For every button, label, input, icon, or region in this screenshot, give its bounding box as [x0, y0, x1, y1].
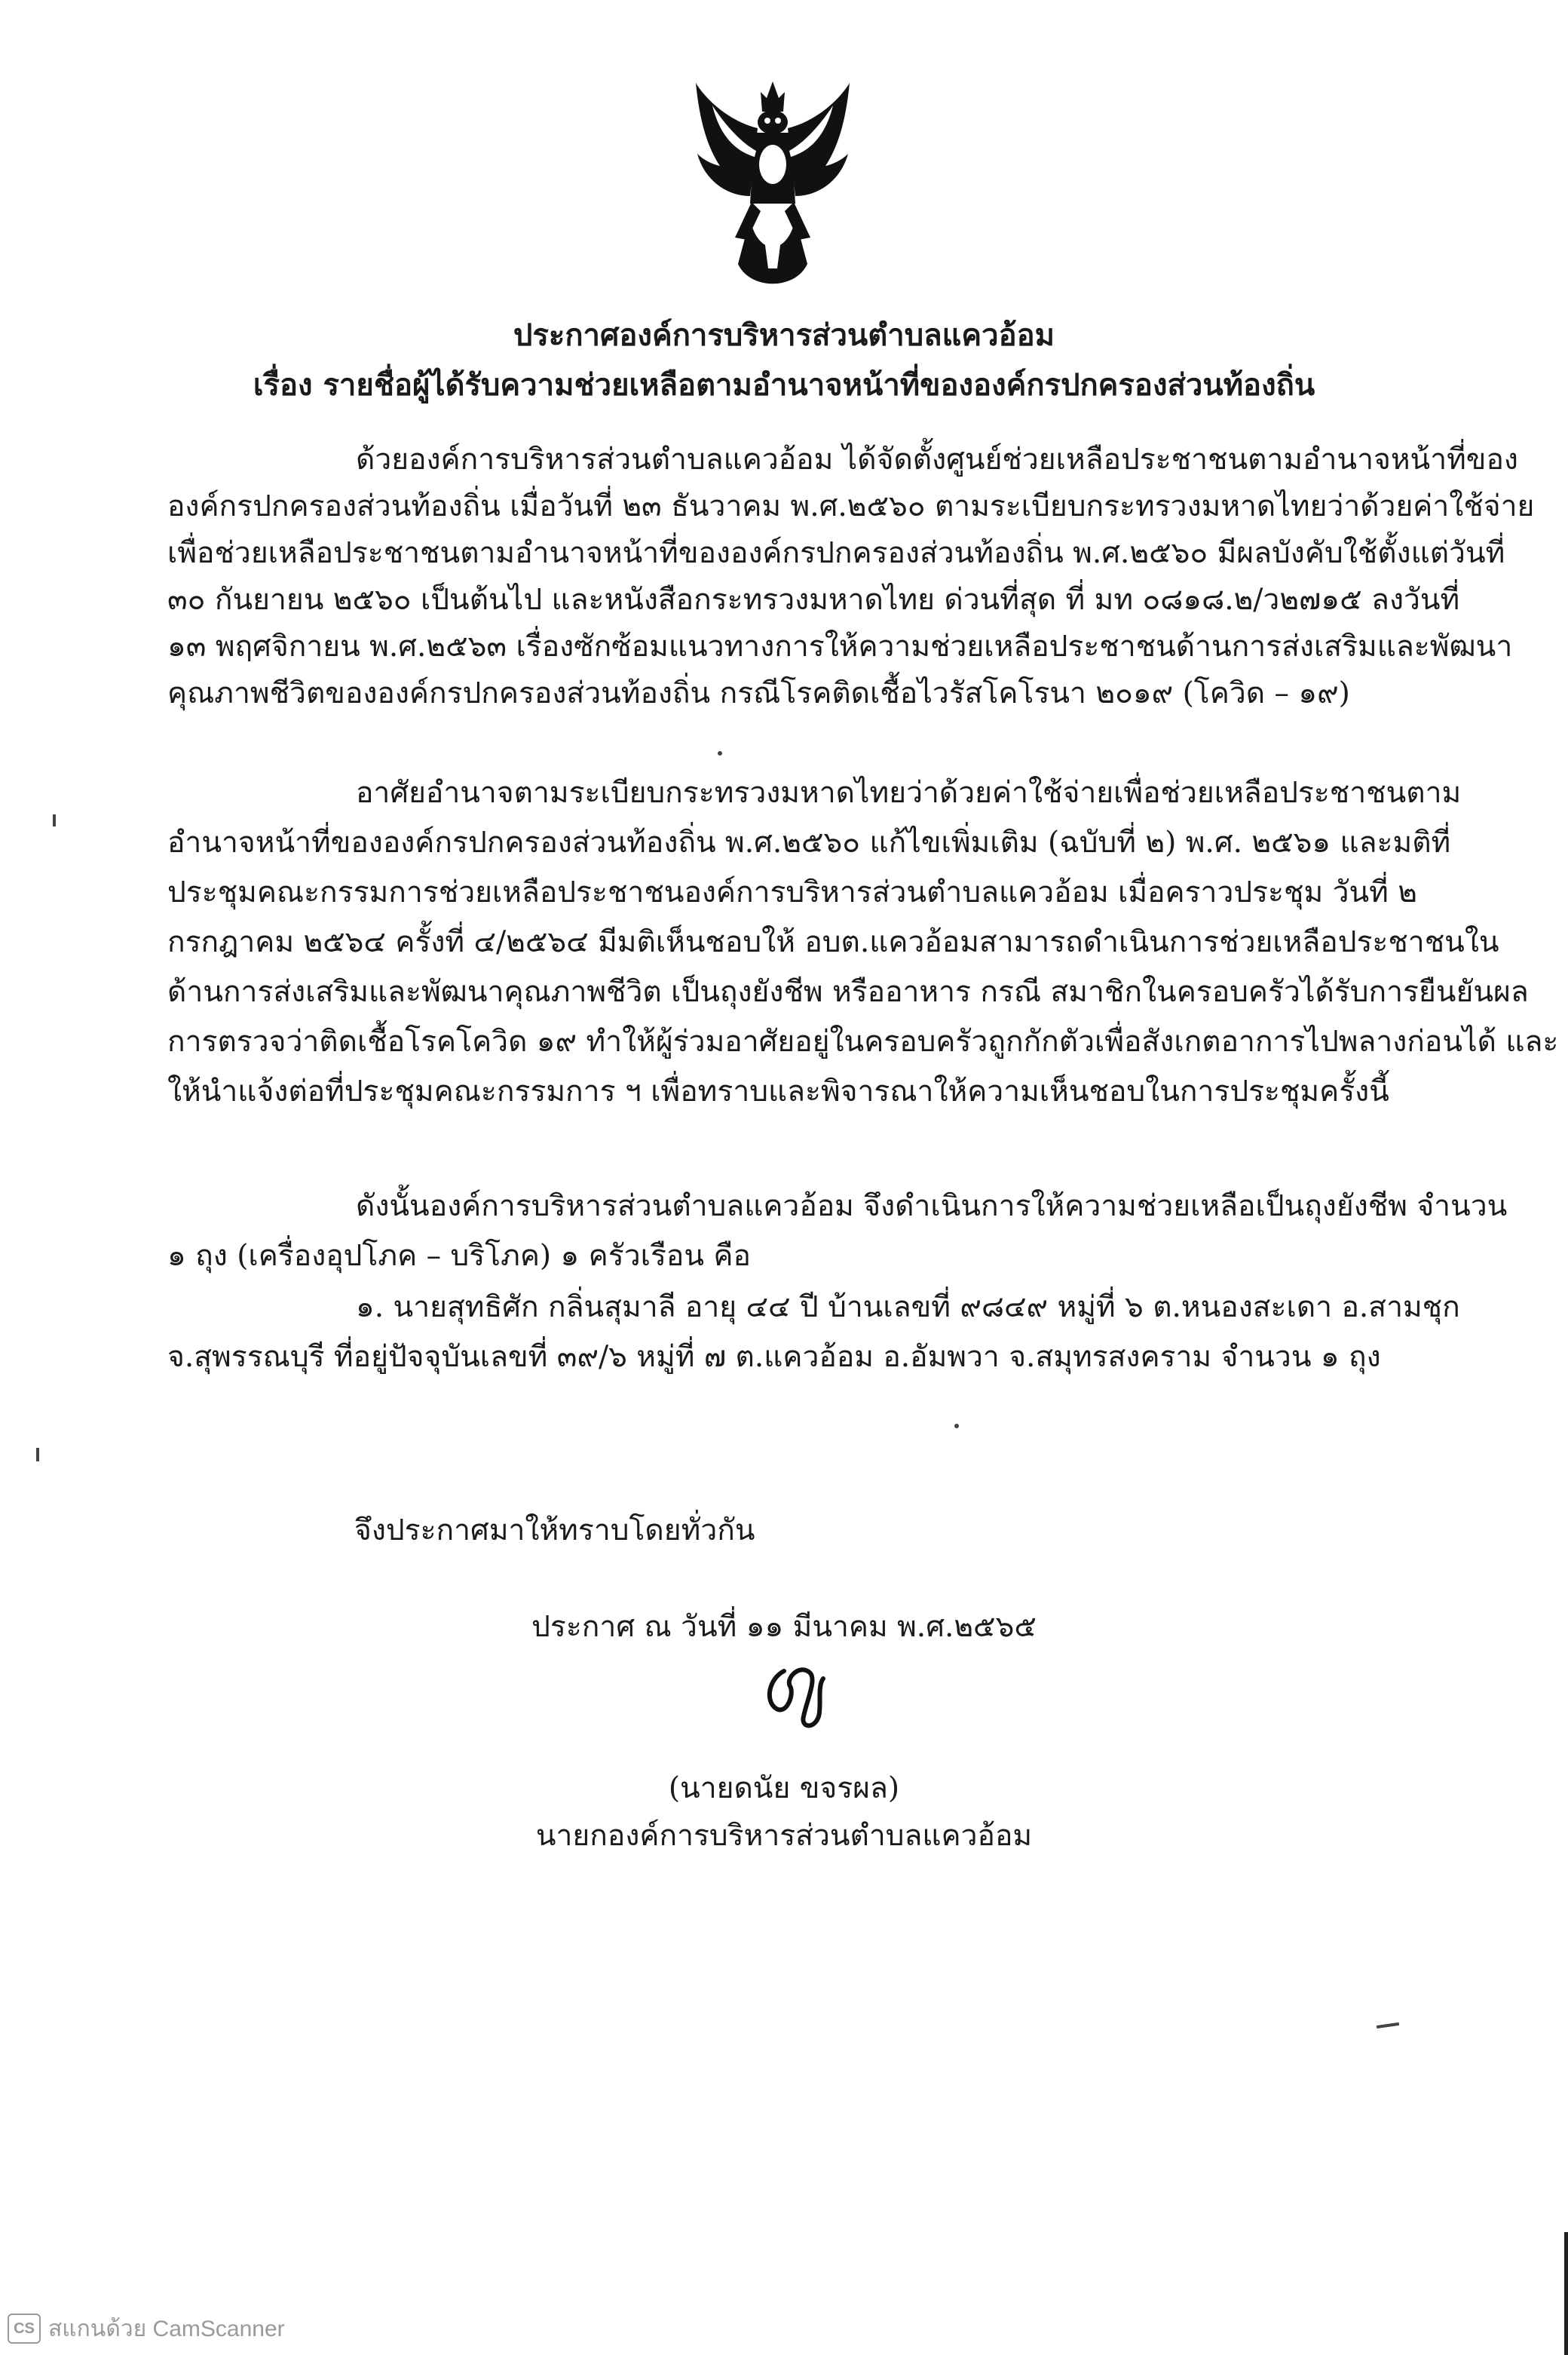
camscanner-label: สแกนด้วย CamScanner — [48, 2316, 285, 2341]
scan-edge-shadow — [1564, 2232, 1568, 2355]
camscanner-watermark — [8, 2314, 285, 2344]
paragraph-line: อาศัยอำนาจตามระเบียบกระทรวงมหาดไทยว่าด้วยค่าใช้จ่ายเพื่อช่วยเหลือประชาชนตาม — [356, 776, 1462, 810]
paragraph-line: คุณภาพชีวิตขององค์กรปกครองส่วนท้องถิ่น กรณีโรคติดเชื้อไวรัสโคโรนา ๒๐๑๙ (โควิด – ๑๙) — [167, 676, 1350, 710]
paragraph-line: ดังนั้นองค์การบริหารส่วนตำบลแควอ้อม จึงดำเนินการให้ความช่วยเหลือเป็นถุงยังชีพ จำนวน — [356, 1189, 1508, 1223]
signature-icon — [754, 1656, 844, 1739]
paragraph-line: กรกฎาคม ๒๕๖๔ ครั้งที่ ๔/๒๕๖๔ มีมติเห็นชอบให้ อบต.แควอ้อมสามารถดำเนินการช่วยเหลือประชาชนใน — [167, 925, 1499, 959]
closing-statement: จึงประกาศมาให้ทราบโดยทั่วกัน — [354, 1513, 755, 1547]
paragraph-line: ๑. นายสุทธิศัก กลิ่นสุมาลี อายุ ๔๔ ปี บ้านเลขที่ ๙๘๔๙ หมู่ที่ ๖ ต.หนองสะเดา อ.สามชุก — [356, 1290, 1460, 1324]
scan-speck — [36, 1448, 39, 1461]
paragraph-line: ประชุมคณะกรรมการช่วยเหลือประชาชนองค์การบริหารส่วนตำบลแควอ้อม เมื่อคราวประชุม วันที่ ๒ — [167, 875, 1417, 909]
paragraph-line: อำนาจหน้าที่ขององค์กรปกครองส่วนท้องถิ่น พ.ศ.๒๕๖๐ แก้ไขเพิ่มเติม (ฉบับที่ ๒) พ.ศ. ๒๕๖๑ และมติที่ — [167, 826, 1451, 860]
scan-speck — [1377, 2022, 1399, 2028]
signer-title: นายกองค์การบริหารส่วนตำบลแควอ้อม — [535, 1819, 1033, 1853]
signer-name: (นายดนัย ขจรผล) — [668, 1771, 900, 1805]
scan-speck — [718, 751, 722, 756]
announcement-date: ประกาศ ณ วันที่ ๑๑ มีนาคม พ.ศ.๒๕๖๕ — [531, 1610, 1037, 1644]
paragraph-line: เพื่อช่วยเหลือประชาชนตามอำนาจหน้าที่ขององค์กรปกครองส่วนท้องถิ่น พ.ศ.๒๕๖๐ มีผลบังคับใช้ตั้งแต่วันที่ — [167, 536, 1505, 570]
paragraph-line: ๓๐ กันยายน ๒๕๖๐ เป็นต้นไป และหนังสือกระทรวงมหาดไทย ด่วนที่สุด ที่ มท ๐๘๑๘.๒/ว๒๗๑๕ ลงวันที่ — [167, 583, 1460, 617]
scan-speck — [53, 814, 56, 826]
paragraph-line: ๑๓ พฤศจิกายน พ.ศ.๒๕๖๓ เรื่องซักซ้อมแนวทางการให้ความช่วยเหลือประชาชนด้านการส่งเสริมและพัฒนา — [167, 630, 1513, 664]
camscanner-logo-icon: CS — [8, 2314, 41, 2344]
paragraph-line: การตรวจว่าติดเชื้อโรคโควิด ๑๙ ทำให้ผู้ร่วมอาศัยอยู่ในครอบครัวถูกกักตัวเพื่อสังเกตอาการไปพลางก่อนได้ และ — [167, 1025, 1559, 1059]
scan-speck — [954, 1424, 959, 1428]
paragraph-line: ให้นำแจ้งต่อที่ประชุมคณะกรรมการ ฯ เพื่อทราบและพิจารณาให้ความเห็นชอบในการประชุมครั้งนี้ — [167, 1075, 1389, 1109]
paragraph-line: ด้วยองค์การบริหารส่วนตำบลแควอ้อม ได้จัดตั้งศูนย์ช่วยเหลือประชาชนตามอำนาจหน้าที่ของ — [356, 443, 1518, 477]
paragraph-line: จ.สุพรรณบุรี ที่อยู่ปัจจุบันเลขที่ ๓๙/๖ หมู่ที่ ๗ ต.แควอ้อม อ.อัมพวา จ.สมุทรสงคราม จำนวน ๑ ถุง — [167, 1340, 1381, 1374]
paragraph-line: องค์กรปกครองส่วนท้องถิ่น เมื่อวันที่ ๒๓ ธันวาคม พ.ศ.๒๕๖๐ ตามระเบียบกระทรวงมหาดไทยว่าด้วยค่าใช้จ่าย — [167, 489, 1535, 523]
paragraph-line: ด้านการส่งเสริมและพัฒนาคุณภาพชีวิต เป็นถุงยังชีพ หรืออาหาร กรณี สมาชิกในครอบครัวได้รับการยืนยันผล — [167, 975, 1529, 1009]
announcement-title: ประกาศองค์การบริหารส่วนตำบลแควอ้อม — [513, 317, 1055, 353]
garuda-emblem-icon — [682, 75, 863, 294]
paragraph-line: ๑ ถุง (เครื่องอุปโภค – บริโภค) ๑ ครัวเรือน คือ — [167, 1239, 751, 1273]
announcement-subject: เรื่อง รายชื่อผู้ได้รับความช่วยเหลือตามอำนาจหน้าที่ขององค์กรปกครองส่วนท้องถิ่น — [253, 367, 1315, 403]
